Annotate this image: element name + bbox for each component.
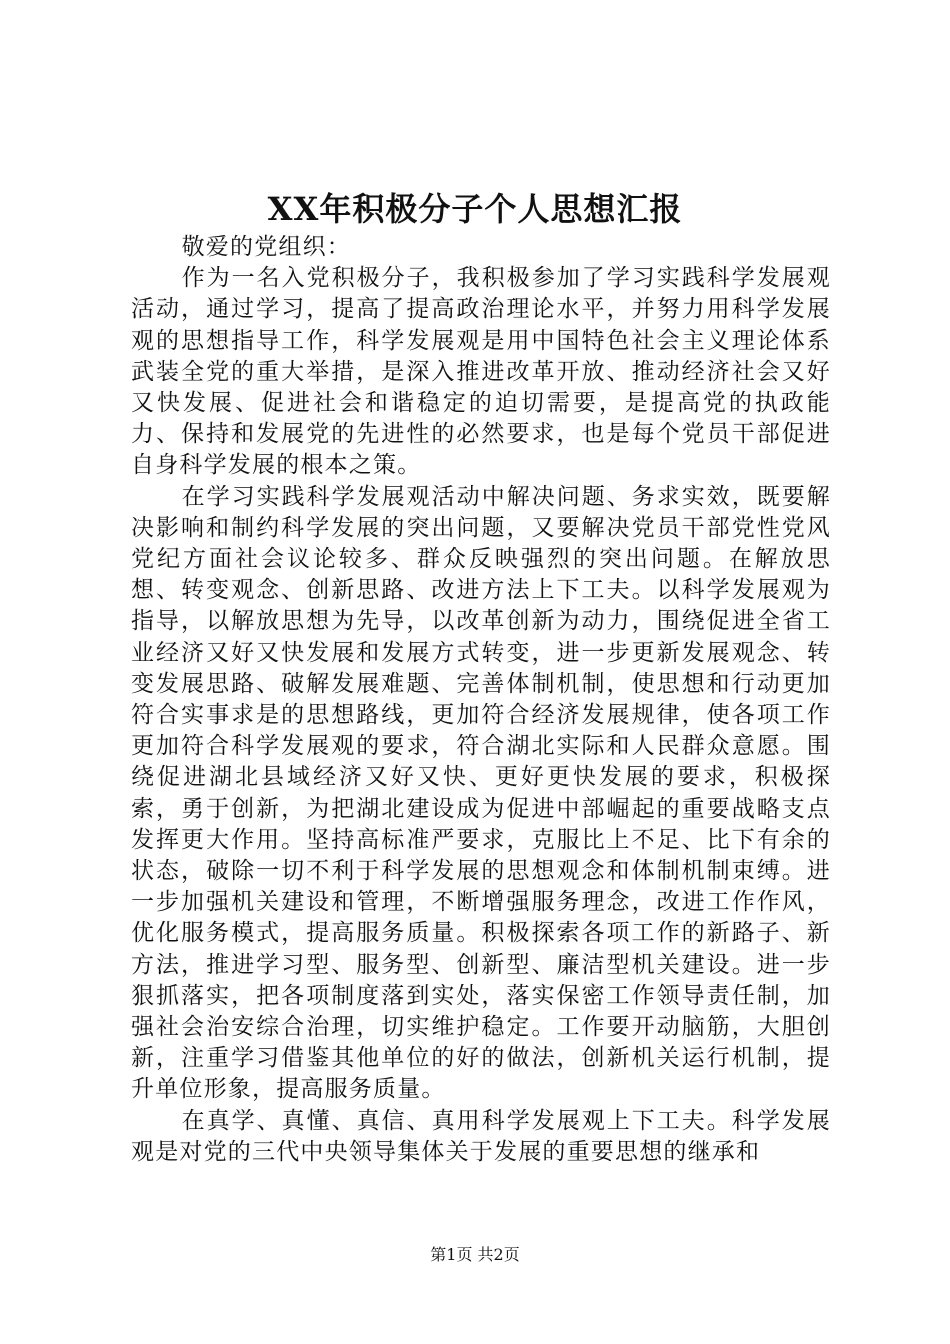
paragraph-3: 在真学、真懂、真信、真用科学发展观上下工夫。科学发展观是对党的三代中央领导集体关于发展的重要思想的继承和 <box>131 1107 831 1165</box>
salutation: 敬爱的党组织： <box>181 234 351 260</box>
paragraph-2: 在学习实践科学发展观活动中解决问题、务求实效，既要解决影响和制约科学发展的突出问题，又要解决党员干部党性党风党纪方面社会议论较多、群众反映强烈的突出问题。在解放思想、转变观念、创新思路、改进方法上下工夫。以科学发展观为指导，以解放思想为先导，以改革创新为动力，围绕促进全省工业经济又好又快发展和发展方式转变，进一步更新发展观念、转变发展思路、破解发展难题、完善体制机制，使思想和行动更加符合实事求是的思想路线，更加符合经济发展规律，使各项工作更加符合科学发展观的要求，符合湖北实际和人民群众意愿。围绕促进湖北县域经济又好又快、更好更快发展的要求，积极探索，勇于创新，为把湖北建设成为促进中部崛起的重要战略支点发挥更大作用。坚持高标准严要求，克服比上不足、比下有余的状态，破除一切不利于科学发展的思想观念和体制机制束缚。进一步加强机关建设和管理，不断增强服务理念，改进工作作风，优化服务模式，提高服务质量。积极探索各项工作的新路子、新方法，推进学习型、服务型、创新型、廉洁型机关建设。进一步狠抓落实，把各项制度落到实处，落实保密工作领导责任制，加强社会治安综合治理，切实维护稳定。工作要开动脑筋，大胆创新，注重学习借鉴其他单位的好的做法，创新机关运行机制，提升单位形象，提高服务质量。 <box>131 483 831 1103</box>
page-number-footer: 第1页 共2页 <box>430 1245 520 1264</box>
document-title: XX年积极分子个人思想汇报 <box>267 190 683 228</box>
document-body <box>131 232 831 1168</box>
paragraph-1: 作为一名入党积极分子，我积极参加了学习实践科学发展观活动，通过学习，提高了提高政治理论水平，并努力用科学发展观的思想指导工作，科学发展观是用中国特色社会主义理论体系武装全党的重大举措，是深入推进改革开放、推动经济社会又好又快发展、促进社会和谐稳定的迫切需要，是提高党的执政能力、保持和发展党的先进性的必然要求，也是每个党员干部促进自身科学发展的根本之策。 <box>131 265 831 479</box>
